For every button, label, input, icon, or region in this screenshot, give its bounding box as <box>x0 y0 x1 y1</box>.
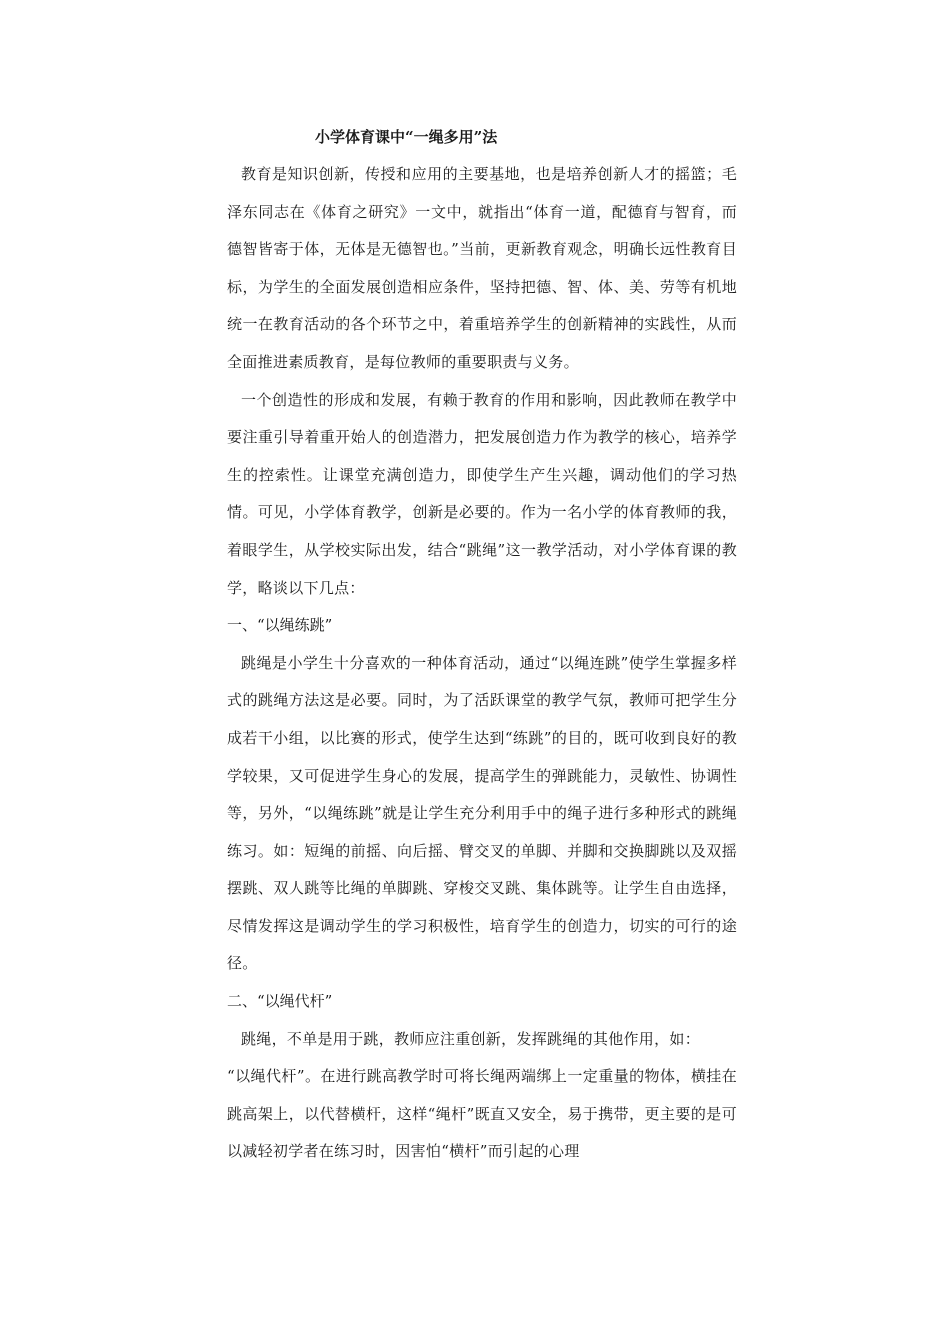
document-title: 小学体育课中“一绳多用”法 <box>315 128 498 146</box>
paragraph-intro: 教育是知识创新，传授和应用的主要基地，也是培养创新人才的摇篮；毛泽东同志在《体育之研究》一文中，就指出“体育一道，配德育与智育，而德智皆寄于体，无体是无德智也。”当前，更新教育观念，明确长远性教育目标，为学生的全面发展创造相应条件，坚持把德、智、体、美、劳等有机地统一在教育活动的各个环节之中，着重培养学生的创新精神的实践性，从而全面推进素质教育，是每位教师的重要职责与义务。 <box>227 165 737 371</box>
paragraph-section-2-continued: “以绳代杆”。在进行跳高教学时可将长绳两端绑上一定重量的物体，横挂在跳高架上，以代替横杆，这样“绳杆”既直又安全，易于携带，更主要的是可以减轻初学者在练习时，因害怕“横杆”而引起的心理 <box>227 1067 737 1161</box>
document-page <box>227 118 737 1171</box>
paragraph-creativity: 一个创造性的形成和发展，有赖于教育的作用和影响，因此教师在教学中要注重引导着重开始人的创造潜力，把发展创造力作为教学的核心，培养学生的控索性。让课堂充满创造力，即使学生产生兴趣，调动他们的学习热情。可见，小学体育教学，创新是必要的。作为一名小学的体育教师的我，着眼学生，从学校实际出发，结合“跳绳”这一教学活动，对小学体育课的教学，略谈以下几点： <box>227 390 737 597</box>
paragraph-section-1: 跳绳是小学生十分喜欢的一种体育活动，通过“以绳连跳”使学生掌握多样式的跳绳方法这是必要。同时，为了活跃课堂的教学气氛，教师可把学生分成若干小组，以比赛的形式，使学生达到“练跳”的目的，既可收到良好的教学较果，又可促进学生身心的发展，提高学生的弹跳能力，灵敏性、协调性等，另外，“以绳练跳”就是让学生充分利用手中的绳子进行多种形式的跳绳练习。如：短绳的前摇、向后摇、臂交叉的单脚、并脚和交换脚跳以及双摇摆跳、双人跳等比绳的单脚跳、穿梭交叉跳、集体跳等。让学生自由选择，尽情发挥这是调动学生的学习积极性，培育学生的创造力，切实的可行的途径。 <box>227 653 737 973</box>
section-heading-2: 二、“以绳代杆” <box>227 992 333 1011</box>
section-heading-1: 一、“以绳练跳” <box>227 616 333 635</box>
paragraph-section-2: 跳绳，不单是用于跳，教师应注重创新，发挥跳绳的其他作用，如： <box>241 1029 701 1048</box>
